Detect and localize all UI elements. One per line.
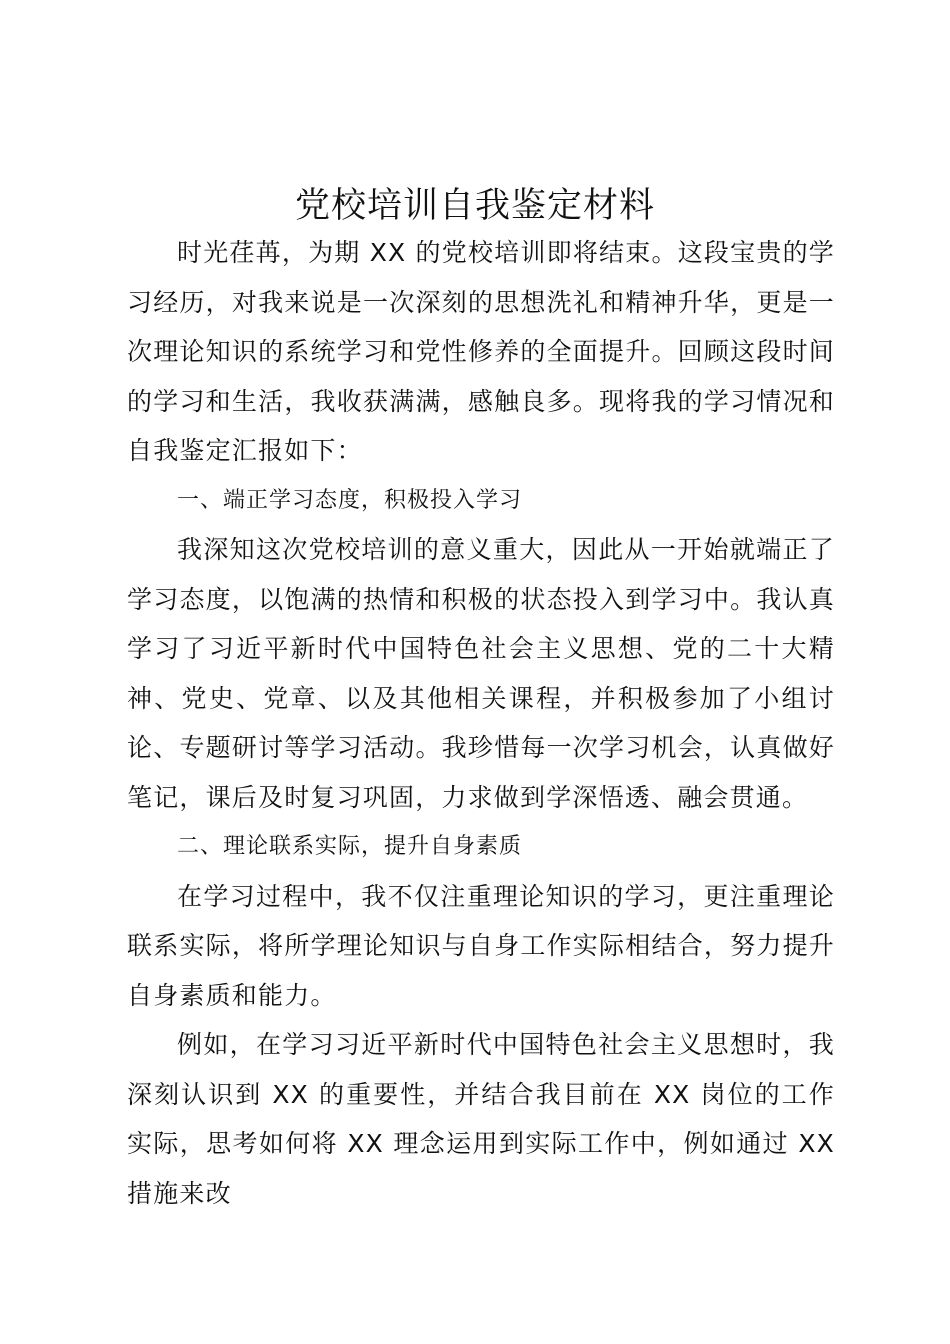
- section-2-paragraph: 在学习过程中，我不仅注重理论知识的学习，更注重理论联系实际，将所学理论知识与自身工作实际相结合，努力提升自身素质和能力。: [127, 881, 835, 1010]
- document-title: 党校培训自我鉴定材料: [294, 186, 655, 226]
- section-heading-2: 二、理论联系实际，提升自身素质: [177, 834, 523, 859]
- example-paragraph: 例如，在学习习近平新时代中国特色社会主义思想时，我深刻认识到 XX 的重要性，并结合我目前在 XX 岗位的工作实际，思考如何将 XX 理念运用到实际工作中，例如通过 XX 措施来改: [127, 1030, 835, 1208]
- intro-paragraph: 时光荏苒，为期 XX 的党校培训即将结束。这段宝贵的学习经历，对我来说是一次深刻的思想洗礼和精神升华，更是一次理论知识的系统学习和党性修养的全面提升。回顾这段时间的学习和生活，我收获满满，感触良多。现将我的学习情况和自我鉴定汇报如下：: [127, 238, 835, 465]
- section-heading-1: 一、端正学习态度，积极投入学习: [177, 487, 523, 513]
- document-body: [127, 228, 835, 1218]
- section-1-paragraph: 我深知这次党校培训的意义重大，因此从一开始就端正了学习态度，以饱满的热情和积极的状态投入到学习中。我认真学习了习近平新时代中国特色社会主义思想、党的二十大精神、党史、党章、以及其他相关课程，并积极参加了小组讨论、专题研讨等学习活动。我珍惜每一次学习机会，认真做好笔记，课后及时复习巩固，力求做到学深悟透、融会贯通。: [127, 535, 835, 812]
